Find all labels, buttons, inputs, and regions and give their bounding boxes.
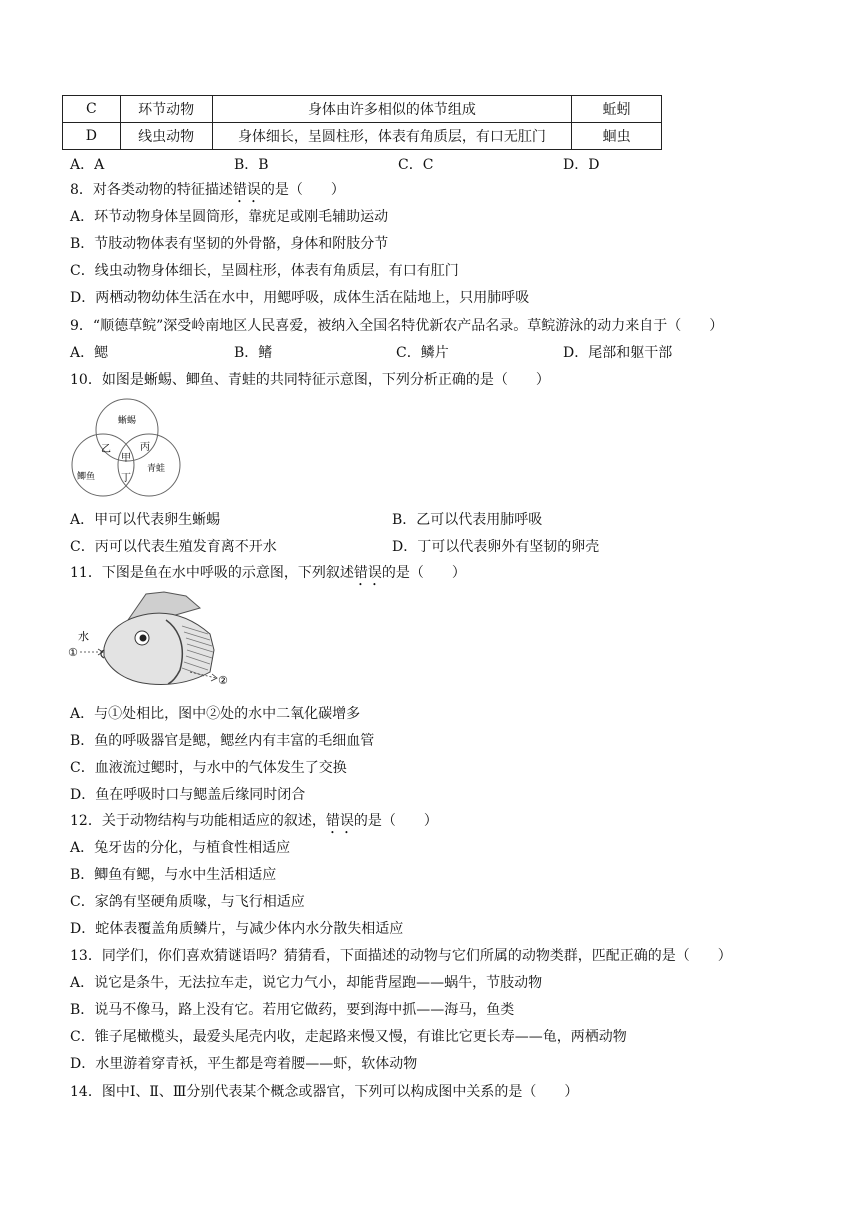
q9-option-b: B．鳍 [234,345,273,361]
q8-option-d: D．两栖动物幼体生活在水中，用鳃呼吸，成体生活在陆地上，只用肺呼吸 [70,290,530,306]
table-row [63,96,662,123]
venn-diagram [70,397,185,497]
q10-option-b: B．乙可以代表用肺呼吸 [392,512,543,528]
table-cell-letter: D [63,123,121,150]
q7-option-d: D．D [563,157,600,173]
fish-breathing-diagram [68,590,233,695]
q14-stem: 14．图中Ⅰ、Ⅱ、Ⅲ分别代表某个概念或器官，下列可以构成图中关系的是（ ） [70,1084,579,1100]
q11-option-c: C．血液流过鳃时，与水中的气体发生了交换 [70,760,347,776]
q11-option-b: B．鱼的呼吸器官是鳃，鳃丝内有丰富的毛细血管 [70,733,375,749]
venn-label-crucian: 鲫鱼 [76,472,96,482]
table-cell-feature: 身体由许多相似的体节组成 [212,96,572,123]
q12-option-a: A．兔牙齿的分化，与植食性相适应 [70,840,291,856]
q11-stem-emphasis: 错误 [353,565,382,581]
q8-stem-tail: 的是（ ） [260,182,345,198]
venn-region-jia: 甲 [121,453,131,464]
q8-stem-emphasis: 错误 [232,182,261,198]
q11-option-a: A．与①处相比，图中②处的水中二氧化碳增多 [70,706,361,722]
table-cell-example: 蛔虫 [572,123,662,150]
venn-region-bing: 丙 [140,442,150,453]
q10-option-d: D．丁可以代表卵外有坚韧的卵壳 [392,539,600,555]
q8-option-a: A．环节动物身体呈圆筒形，靠疣足或刚毛辅助运动 [70,209,389,225]
q13-option-d: D．水里游着穿青袄，平生都是弯着腰——虾，软体动物 [70,1056,418,1072]
q11-option-d: D．鱼在呼吸时口与鳃盖后缘同时闭合 [70,787,306,803]
q8-option-c: C．线虫动物身体细长，呈圆柱形，体表有角质层，有口有肛门 [70,263,459,279]
venn-region-ding: 丁 [121,473,131,484]
q7-option-b: B．B [234,157,269,173]
q13-option-c: C．锥子尾橄榄头，最爱头尾壳内收，走起路来慢又慢，有谁比它更长寿——龟，两栖动物 [70,1029,627,1045]
q12-option-d: D．蛇体表覆盖角质鳞片，与减少体内水分散失相适应 [70,921,404,937]
water-outlet-label: ② [218,674,228,687]
q12-stem-emphasis: 错误 [325,813,354,829]
q13-stem: 13．同学们，你们喜欢猜谜语吗？猜猜看，下面描述的动物与它们所属的动物类群，匹配正确的是（ ） [70,948,732,964]
q9-stem: 9．“顺德草鲩”深受岭南地区人民喜爱，被纳入全国名特优新农产品名录。草鲩游泳的动力来自于（ ） [70,318,724,334]
q13-option-a: A．说它是条牛，无法拉车走，说它力气小，却能背屋跑——蜗牛，节肢动物 [70,975,543,991]
q7-option-a: A．A [70,157,105,173]
q12-stem-tail: 的是（ ） [353,813,438,829]
table-cell-example: 蚯蚓 [572,96,662,123]
q12-stem-text: 12．关于动物结构与功能相适应的叙述， [70,813,326,829]
venn-region-yi: 乙 [101,444,111,455]
q8-stem-text: 8．对各类动物的特征描述 [70,182,233,198]
q10-option-c: C．丙可以代表生殖发育离不开水 [70,539,277,555]
water-inlet-label: ① [68,646,78,659]
q12-option-b: B．鲫鱼有鳃，与水中生活相适应 [70,867,277,883]
q10-option-a: A．甲可以代表卵生蜥蜴 [70,512,221,528]
q12-stem [70,812,438,837]
table-row [63,123,662,150]
water-label: 水 [78,630,89,643]
q10-stem: 10．如图是蜥蜴、鲫鱼、青蛙的共同特征示意图，下列分析正确的是（ ） [70,372,550,388]
q11-stem-text: 11．下图是鱼在水中呼吸的示意图，下列叙述 [70,565,354,581]
q7-option-c: C．C [398,157,434,173]
venn-label-lizard: 蜥蜴 [117,416,137,426]
q11-stem [70,564,466,589]
table-cell-group: 线虫动物 [120,123,212,150]
table-cell-letter: C [63,96,121,123]
q8-option-b: B．节肢动物体表有坚韧的外骨骼，身体和附肢分节 [70,236,389,252]
q11-stem-tail: 的是（ ） [381,565,466,581]
classification-table [62,95,662,150]
table-cell-feature: 身体细长，呈圆柱形，体表有角质层，有口无肛门 [212,123,572,150]
venn-label-frog: 青蛙 [146,464,166,474]
q9-option-a: A．鳃 [70,345,109,361]
q13-option-b: B．说马不像马，路上没有它。若用它做药，要到海中抓——海马，鱼类 [70,1002,515,1018]
q12-option-c: C．家鸽有坚硬角质喙，与飞行相适应 [70,894,305,910]
q9-option-d: D．尾部和躯干部 [563,345,673,361]
table-cell-group: 环节动物 [120,96,212,123]
q8-stem [70,181,345,206]
q9-option-c: C．鳞片 [396,345,449,361]
